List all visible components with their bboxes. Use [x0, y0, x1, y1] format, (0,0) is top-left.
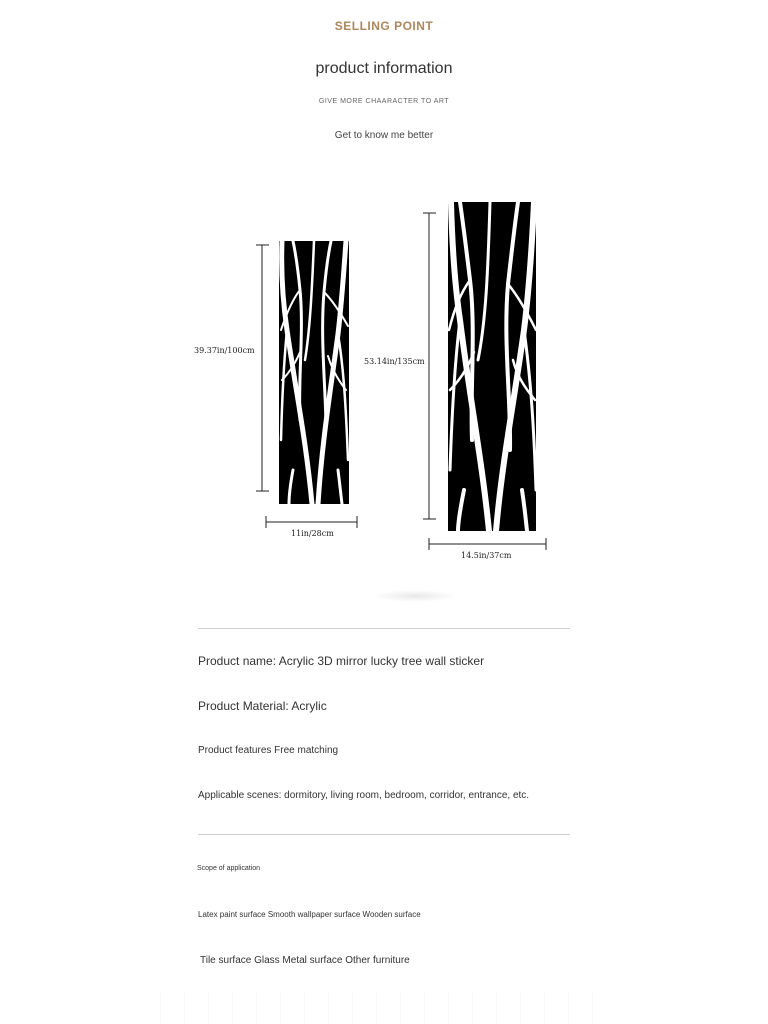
scope-line-1: Latex paint surface Smooth wallpaper surface Wooden surface: [198, 910, 421, 919]
small-height-dimension: [256, 245, 269, 491]
product-features: Product features Free matching: [198, 745, 339, 756]
divider: [198, 628, 570, 629]
shadow-decoration: [372, 590, 458, 602]
large-width-label: 14.5in/37cm: [461, 551, 512, 560]
scope-line-2: Tile surface Glass Metal surface Other furniture: [200, 955, 410, 966]
small-width-dimension: [266, 516, 357, 528]
large-width-dimension: [429, 538, 546, 550]
bottom-fade-decoration: [160, 990, 610, 1024]
small-height-label: 39.37in/100cm: [194, 346, 255, 355]
tagline: Get to know me better: [334, 130, 434, 141]
divider: [198, 834, 570, 835]
large-height-dimension: [423, 213, 436, 519]
section-label: SELLING POINT: [334, 19, 434, 33]
page-title: product information: [315, 60, 453, 77]
applicable-scenes: Applicable scenes: dormitory, living room, bedroom, corridor, entrance, etc.: [198, 790, 530, 801]
large-height-label: 53.14in/135cm: [364, 357, 425, 366]
product-name: Product name: Acrylic 3D mirror lucky tree wall sticker: [198, 654, 485, 668]
small-width-label: 11in/28cm: [291, 529, 334, 538]
product-material: Product Material: Acrylic: [198, 699, 327, 713]
scope-heading: Scope of application: [197, 865, 261, 872]
large-tree-panel: [448, 202, 536, 531]
subtitle: GIVE MORE CHAARACTER TO ART: [318, 98, 450, 105]
small-tree-panel: [279, 241, 349, 504]
